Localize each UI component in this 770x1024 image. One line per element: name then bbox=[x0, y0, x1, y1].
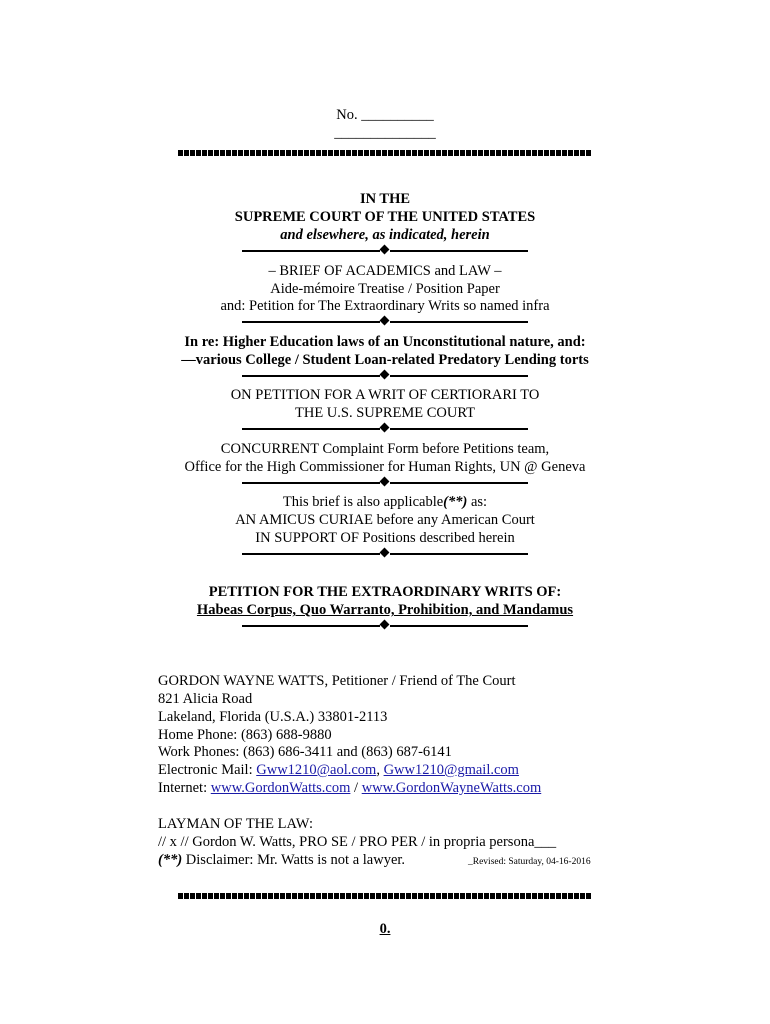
amicus-line-1: This brief is also applicable(**) as: bbox=[282, 494, 488, 510]
case-number: No. __________ bbox=[336, 107, 434, 123]
internet-line: Internet: www.GordonWatts.com / www.GordonWayneWatts.com bbox=[158, 780, 542, 796]
page-number: 0. bbox=[379, 921, 391, 937]
section-separator bbox=[242, 317, 528, 327]
email-link-aol[interactable]: Gww1210@aol.com bbox=[256, 762, 377, 778]
concurrent-line-2: Office for the High Commissioner for Human Rights, UN @ Geneva bbox=[184, 459, 586, 475]
website-link-1[interactable]: www.GordonWatts.com bbox=[210, 780, 351, 796]
petition-writs: Habeas Corpus, Quo Warranto, Prohibition, and Mandamus bbox=[196, 602, 574, 618]
top-divider-bar bbox=[178, 150, 591, 156]
court-heading-3: and elsewhere, as indicated, herein bbox=[280, 227, 490, 243]
website-link-2[interactable]: www.GordonWayneWatts.com bbox=[361, 780, 542, 796]
in-re-line-1: In re: Higher Education laws of an Unconstitutional nature, and: bbox=[184, 334, 586, 350]
email-link-gmail[interactable]: Gww1210@gmail.com bbox=[383, 762, 519, 778]
bottom-divider-bar bbox=[178, 893, 591, 899]
revised-date: _Revised: Saturday, 04-16-2016 bbox=[468, 857, 591, 867]
brief-petition-line: and: Petition for The Extraordinary Writs so named infra bbox=[220, 298, 550, 314]
street-address: 821 Alicia Road bbox=[158, 691, 253, 707]
home-phone: Home Phone: (863) 688-9880 bbox=[158, 727, 332, 743]
case-number-blank: ______________ bbox=[334, 125, 436, 141]
footnote-marker: (**) bbox=[158, 852, 183, 868]
city-address: Lakeland, Florida (U.S.A.) 33801-2113 bbox=[158, 709, 388, 725]
brief-title: – BRIEF OF ACADEMICS and LAW – bbox=[268, 263, 502, 279]
section-separator bbox=[242, 246, 528, 256]
disclaimer-line: (**) Disclaimer: Mr. Watts is not a lawyer. bbox=[158, 852, 406, 868]
certiorari-line-2: THE U.S. SUPREME COURT bbox=[295, 405, 475, 421]
section-separator bbox=[242, 549, 528, 559]
section-separator bbox=[242, 424, 528, 434]
certiorari-line-1: ON PETITION FOR A WRIT OF CERTIORARI TO bbox=[230, 387, 540, 403]
court-heading-1: IN THE bbox=[359, 191, 411, 207]
section-separator bbox=[242, 621, 528, 631]
concurrent-line-1: CONCURRENT Complaint Form before Petitions team, bbox=[220, 441, 550, 457]
footnote-marker: (**) bbox=[443, 494, 468, 510]
section-separator bbox=[242, 478, 528, 488]
brief-subtitle: Aide-mémoire Treatise / Position Paper bbox=[270, 281, 500, 297]
section-separator bbox=[242, 371, 528, 381]
petition-heading: PETITION FOR THE EXTRAORDINARY WRITS OF: bbox=[208, 584, 562, 600]
email-line: Electronic Mail: Gww1210@aol.com, Gww1210@gmail.com bbox=[158, 762, 519, 778]
layman-title: LAYMAN OF THE LAW: bbox=[158, 816, 313, 832]
amicus-line-2: AN AMICUS CURIAE before any American Court bbox=[235, 512, 535, 528]
amicus-line-3: IN SUPPORT OF Positions described herein bbox=[255, 530, 515, 546]
court-heading-2: SUPREME COURT OF THE UNITED STATES bbox=[234, 209, 536, 225]
signature-line: // x // Gordon W. Watts, PRO SE / PRO PER / in propria persona___ bbox=[158, 834, 557, 850]
work-phones: Work Phones: (863) 686-3411 and (863) 687-6141 bbox=[158, 744, 452, 760]
petitioner-name: GORDON WAYNE WATTS, Petitioner / Friend of The Court bbox=[158, 673, 516, 689]
in-re-line-2: —various College / Student Loan-related Predatory Lending torts bbox=[181, 352, 589, 368]
